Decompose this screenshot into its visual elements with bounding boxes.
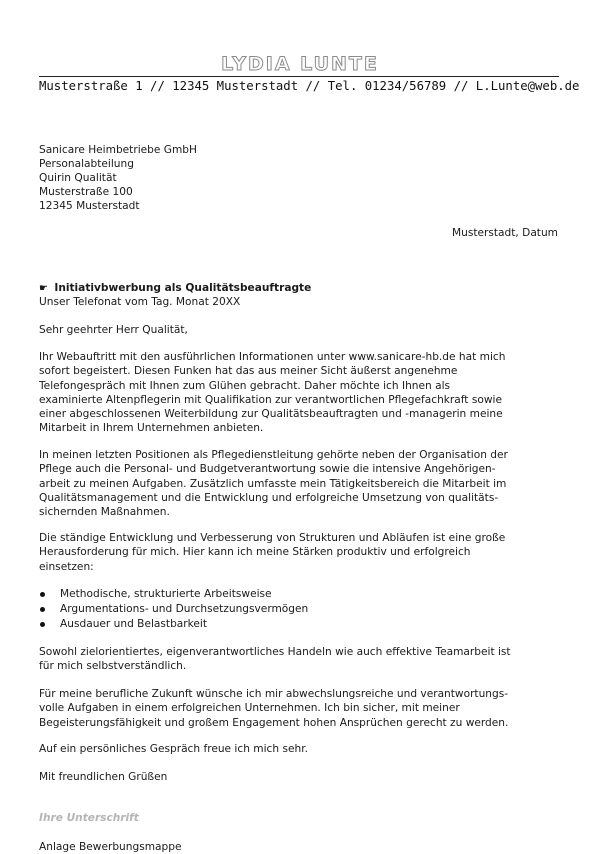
enclosure-note: Anlage Bewerbungsmappe: [39, 841, 182, 853]
recipient-department: Personalabteilung: [39, 158, 134, 170]
closing: [39, 770, 559, 784]
paragraph-line: arbeit zu meinen Aufgaben. Zusätzlich umfasste mein Tätigkeitsbereich die Mitarbeit im: [39, 477, 507, 490]
paragraph-line: Die ständige Entwicklung und Verbesserung von Strukturen und Abläufen ist eine große: [39, 532, 506, 544]
recipient-address: [39, 143, 197, 213]
paragraph-line: examinierte Altenpflegerin mit Qualifikation zur verantwortlichen Pflegefachkraft sowie: [39, 393, 502, 406]
paragraph-line: einer abgeschlossenen Weiterbildung zur Qualitätsbeauftragten und -managerin meine: [39, 408, 503, 421]
sender-contact-line: Musterstraße 1 // 12345 Musterstadt // Tel. 01234/56789 // L.Lunte@web.de: [39, 79, 580, 93]
paragraph-line: Telefongespräch mit Ihnen zum Glühen gebracht. Daher möchte ich Ihnen als: [39, 379, 451, 392]
recipient-person: Quirin Qualität: [39, 172, 117, 184]
list-item: [39, 617, 559, 632]
subject-title: Initiativbwerbung als Qualitätsbeauftragte: [54, 282, 312, 294]
signature-placeholder: Ihre Unterschrift: [39, 812, 139, 824]
list-item-label: Methodische, strukturierte Arbeitsweise: [60, 588, 272, 600]
letterhead-divider: [39, 76, 559, 77]
paragraph-line: In meinen letzten Positionen als Pflegedienstleitung gehörte neben der Organisation der: [39, 449, 508, 461]
paragraph-line: Für meine berufliche Zukunft wünsche ich mir abwechslungsreiche und verantwortungs-: [39, 688, 509, 700]
list-item: [39, 602, 559, 617]
paragraph-line: sichernden Maßnahmen.: [39, 506, 170, 519]
bullet-icon: [40, 592, 45, 597]
paragraph-teamwork: [39, 645, 559, 674]
bullet-icon: [40, 622, 45, 627]
paragraph-line: Mitarbeit in Ihrem Unternehmen anbieten.: [39, 422, 264, 435]
paragraph-strengths: [39, 531, 559, 574]
place-date: Musterstadt, Datum: [451, 227, 558, 239]
list-item: [39, 587, 559, 602]
salutation: Sehr geehrter Herr Qualität,: [39, 324, 188, 336]
recipient-street: Musterstraße 100: [39, 186, 133, 198]
paragraph-line: sofort begeistert. Diesen Funken hat das aus meiner Sicht äußerst angenehme: [39, 365, 458, 378]
paragraph-interview: [39, 742, 559, 756]
paragraph-line: für mich selbstverständlich.: [39, 660, 187, 673]
paragraph-line: Sowohl zielorientiertes, eigenverantwortliches Handeln wie auch effektive Teamarbeit ist: [39, 646, 511, 658]
bullet-icon: [40, 607, 45, 612]
subject-line: [39, 281, 311, 296]
sender-name: LYDIA LUNTE: [221, 53, 379, 75]
paragraph-line: Ihr Webauftritt mit den ausführlichen Informationen unter www.sanicare-hb.de hat mich: [39, 351, 506, 363]
paragraph-experience: [39, 448, 559, 519]
list-item-label: Argumentations- und Durchsetzungsvermögen: [60, 603, 309, 615]
paragraph-line: Qualitätsmanagement und die Entwicklung und erfolgreiche Umsetzung von qualitäts-: [39, 491, 499, 504]
paragraph-line: Begeisterungsfähigkeit und großem Engagement hohen Ansprüchen gerecht zu werden.: [39, 716, 509, 729]
paragraph-intro: [39, 350, 559, 436]
pointing-hand-icon: ☛: [39, 283, 48, 294]
closing-text: Mit freundlichen Grüßen: [39, 771, 168, 783]
paragraph-line: Pflege auch die Personal- und Budgetverantwortung sowie die intensive Angehörigen-: [39, 463, 496, 476]
paragraph-line: volle Aufgaben in einem erfolgreichen Unternehmen. Ich bin sicher, mit meiner: [39, 702, 460, 715]
paragraph-future: [39, 687, 559, 730]
recipient-company: Sanicare Heimbetriebe GmbH: [39, 144, 197, 156]
paragraph-line: einsetzen:: [39, 560, 94, 573]
paragraph-line: Auf ein persönliches Gespräch freue ich mich sehr.: [39, 743, 308, 755]
subject-reference: Unser Telefonat vom Tag. Monat 20XX: [39, 296, 241, 308]
recipient-city: 12345 Musterstadt: [39, 200, 140, 212]
list-item-label: Ausdauer und Belastbarkeit: [60, 618, 208, 630]
strengths-list: [39, 587, 559, 632]
paragraph-line: Herausforderung für mich. Hier kann ich meine Stärken produktiv und erfolgreich: [39, 546, 471, 559]
